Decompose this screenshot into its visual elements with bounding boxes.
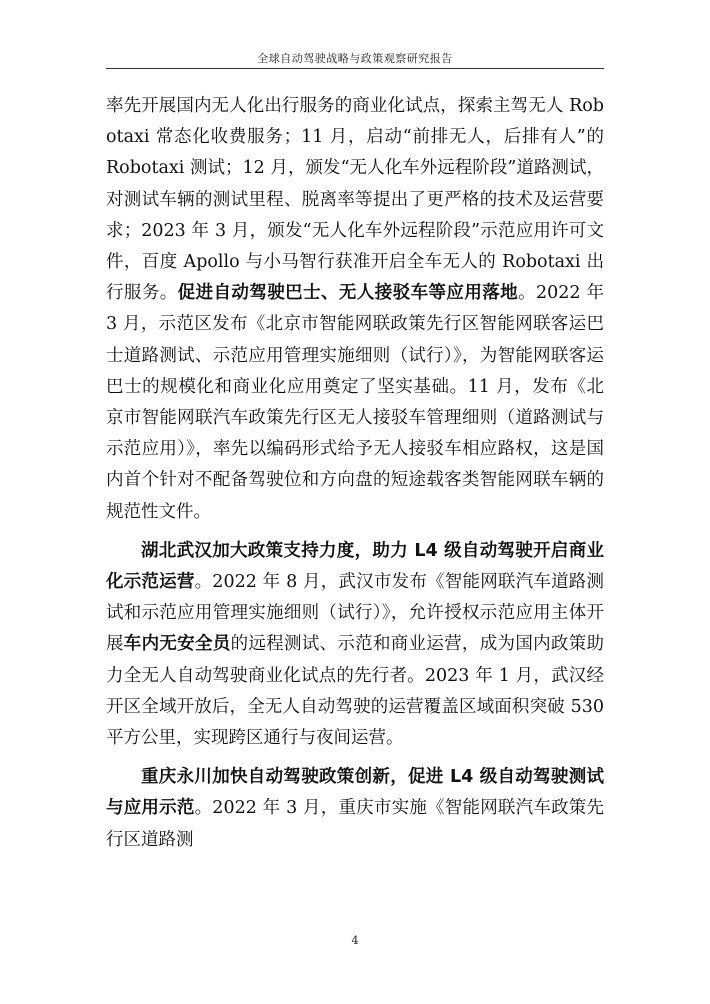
header-divider [106, 68, 604, 69]
bold-heading-wuhan: 湖北武汉加大政策支持力度，助力 L4 级自动驾驶开启商业化示范运营 [106, 540, 604, 593]
paragraph-wuhan [106, 536, 604, 754]
paragraph-text: 。2022 年 8 月，武汉市发布《智能网联汽车道路测试和示范应用管理实施细则（试行）》，允许授权示范应用主体开展 [106, 572, 605, 655]
paragraph-text: 。2022 年 3 月，示范区发布《北京市智能网联政策先行区智能网联客运巴士道路测试、示范应用管理实施细则（试行）》，为智能网联客运巴士的规模化和商业化应用奠定了坚实基础。11 月，发布《北京市智能网联汽车政策先行区无人接驳车管理细则（道路测试与示范应用）》，率先以编码形式给予无人接驳车相应路权，这是国内首个针对不配备驾驶位和方向盘的短途载客类智能网联车辆的规范性文件。 [106, 283, 605, 522]
paragraph-chongqing [106, 762, 604, 856]
document-body [106, 91, 604, 856]
paragraph-text: 的远程测试、示范和商业运营，成为国内政策助力全无人自动驾驶商业化试点的先行者。2023 年 1 月，武汉经开区全域开放后，全无人自动驾驶的运营覆盖区域面积突破 530 平方公里，实现跨区通行与夜间运营。 [106, 634, 605, 749]
bold-heading-chongqing: 重庆永川加快自动驾驶政策创新，促进 L4 级自动驾驶测试与应用示范 [106, 767, 604, 819]
bold-heading-bus-shuttle: 促进自动驾驶巴士、无人接驳车等应用落地 [177, 283, 519, 304]
page-header-title: 全球自动驾驶战略与政策观察研究报告 [257, 52, 453, 65]
bold-phrase-no-safety-officer: 车内无安全员 [123, 634, 231, 655]
paragraph-beijing-continued [106, 91, 604, 528]
paragraph-text: 率先开展国内无人化出行服务的商业化试点，探索主驾无人 Robotaxi 常态化收费服务；11 月，启动“前排无人，后排有人”的 Robotaxi 测试；12 月，颁发“无人化车外远程阶段”道路测试，对测试车辆的测试里程、脱离率等提出了更严格的技术及运营要求；2023 年 3 月，颁发“无人化车外远程阶段”示范应用许可文件，百度 Apollo 与小马智行获准开启全车无人的 Robotaxi 出行服务。 [106, 96, 604, 304]
page-number: 4 [351, 934, 359, 947]
paragraph-text: 。2022 年 3 月，重庆市实施《智能网联汽车政策先行区道路测 [106, 798, 605, 850]
